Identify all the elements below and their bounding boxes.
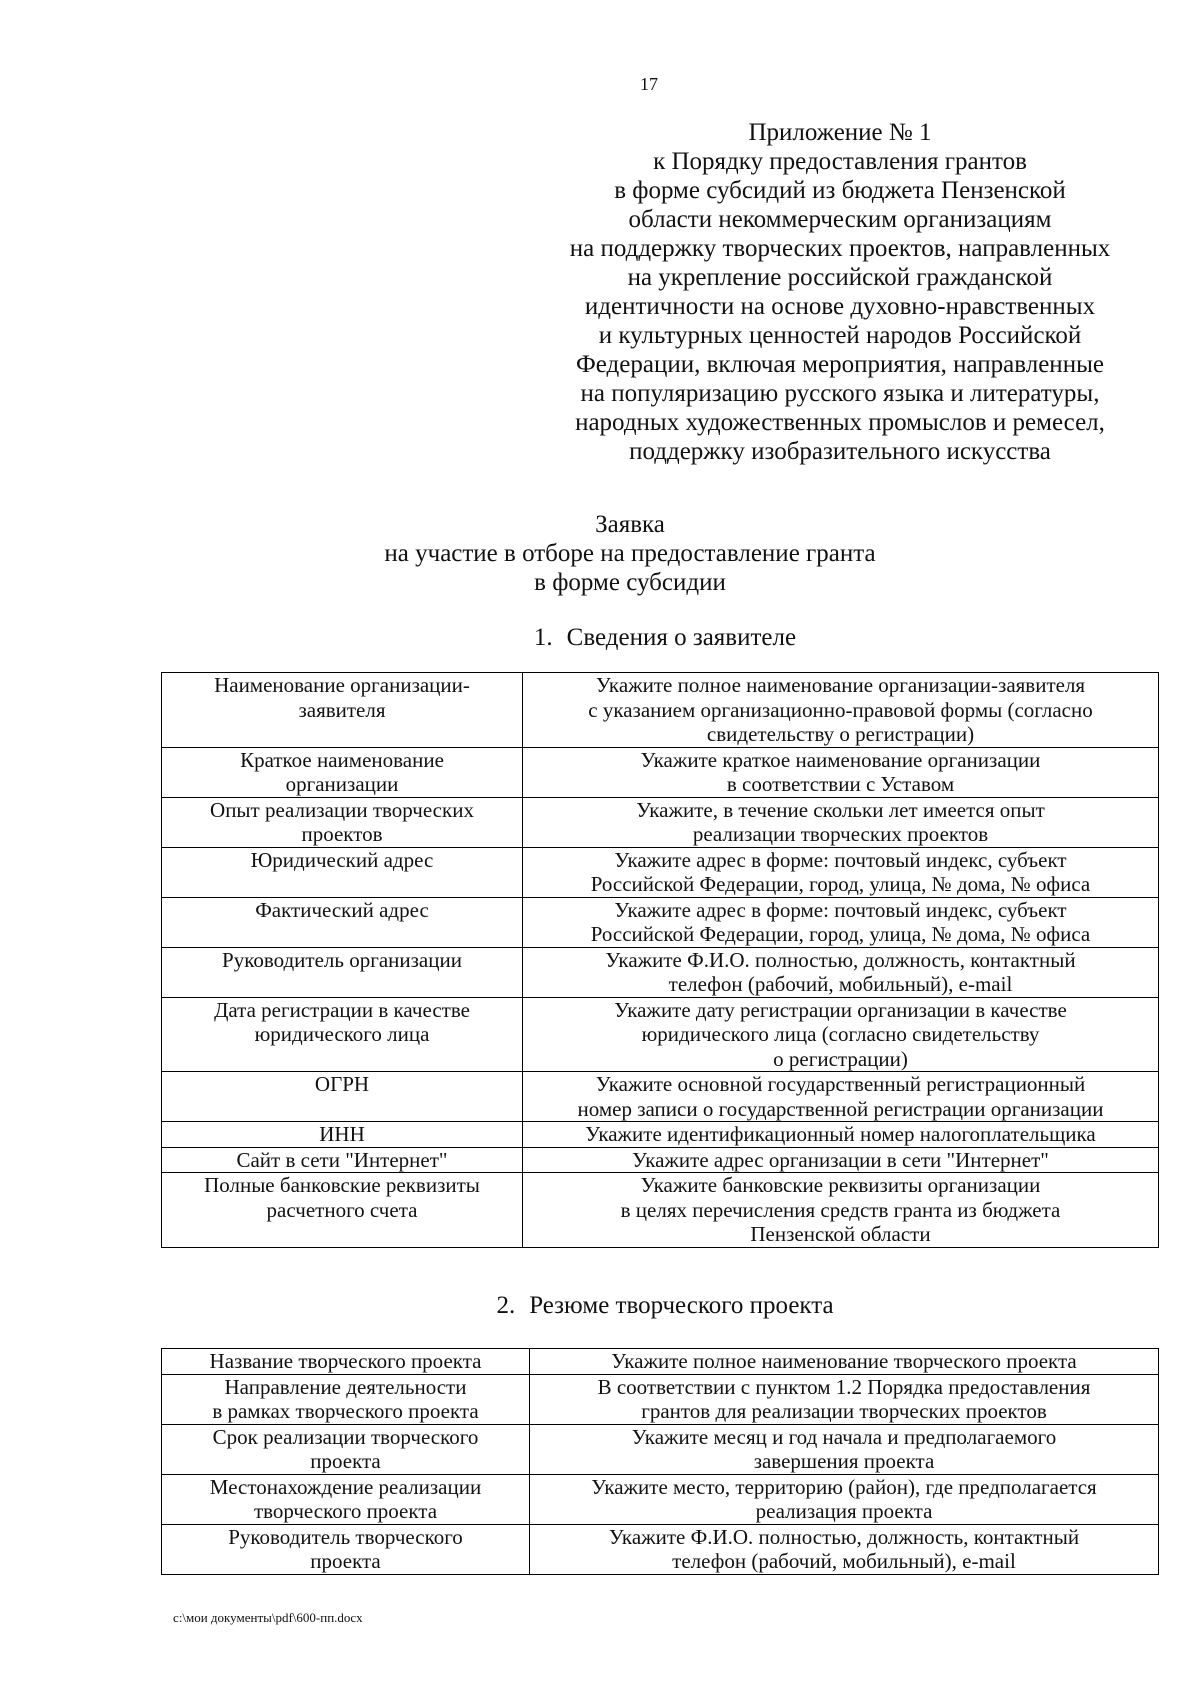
field-instruction: Укажите идентификационный номер налогоплательщика <box>523 1122 1159 1148</box>
page-number: 17 <box>640 74 658 94</box>
table-row <box>162 1147 1159 1173</box>
request-title-line: Заявка <box>595 511 665 538</box>
field-instruction: Укажите краткое наименование организации в соответствии с Уставом <box>523 747 1159 797</box>
field-label: Руководитель творческого проекта <box>162 1524 530 1574</box>
table-row <box>162 947 1159 997</box>
field-label: Руководитель организации <box>162 947 523 997</box>
field-label: Сайт в сети "Интернет" <box>162 1147 523 1173</box>
table-row <box>162 997 1159 1072</box>
table-row <box>162 1349 1159 1375</box>
field-label: Краткое наименование организации <box>162 747 523 797</box>
table-row <box>162 1524 1159 1574</box>
appendix-line: на укрепление российской гражданской <box>627 264 1053 291</box>
appendix-line: на популяризацию русского языка и литературы, <box>580 380 1100 407</box>
table-row <box>162 1072 1159 1122</box>
table-row <box>162 897 1159 947</box>
section2-number: 2. <box>496 1292 516 1319</box>
request-title-line: на участие в отборе на предоставление гранта <box>384 540 876 567</box>
field-label: Дата регистрации в качестве юридического лица <box>162 997 523 1072</box>
field-instruction: В соответствии с пунктом 1.2 Порядка предоставления грантов для реализации творческих проектов <box>530 1374 1159 1424</box>
field-label: Юридический адрес <box>162 847 523 897</box>
appendix-line: к Порядку предоставления грантов <box>653 148 1027 175</box>
field-label: Направление деятельности в рамках творческого проекта <box>162 1374 530 1424</box>
appendix-line: поддержку изобразительного искусства <box>629 438 1051 465</box>
field-instruction: Укажите Ф.И.О. полностью, должность, контактный телефон (рабочий, мобильный), e-mail <box>530 1524 1159 1574</box>
appendix-line: в форме субсидий из бюджета Пензенской <box>614 177 1066 204</box>
field-label: Полные банковские реквизиты расчетного счета <box>162 1173 523 1248</box>
field-instruction: Укажите полное наименование творческого проекта <box>530 1349 1159 1375</box>
field-label: Наименование организации- заявителя <box>162 673 523 748</box>
field-instruction: Укажите место, территорию (район), где предполагается реализация проекта <box>530 1474 1159 1524</box>
table-row <box>162 1474 1159 1524</box>
field-label: Опыт реализации творческих проектов <box>162 797 523 847</box>
appendix-line: Приложение № 1 <box>748 119 932 146</box>
field-label: ОГРН <box>162 1072 523 1122</box>
field-label: Фактический адрес <box>162 897 523 947</box>
footer-file-path: c:\мои документы\pdf\600-пп.docx <box>173 1610 363 1625</box>
field-instruction: Укажите Ф.И.О. полностью, должность, контактный телефон (рабочий, мобильный), e-mail <box>523 947 1159 997</box>
section1-number: 1. <box>533 624 553 651</box>
field-instruction: Укажите полное наименование организации-заявителя с указанием организационно-правовой формы (согласно свидетельству о регистрации) <box>523 673 1159 748</box>
project-summary-table <box>161 1348 1159 1575</box>
table-row <box>162 1374 1159 1424</box>
section1-title: Сведения о заявителе <box>566 624 797 651</box>
table-row <box>162 847 1159 897</box>
field-instruction: Укажите адрес в форме: почтовый индекс, субъект Российской Федерации, город, улица, № дома, № офиса <box>523 897 1159 947</box>
request-title <box>250 510 1010 597</box>
field-instruction: Укажите дату регистрации организации в качестве юридического лица (согласно свидетельству о регистрации) <box>523 997 1159 1072</box>
appendix-header <box>520 118 1160 466</box>
field-instruction: Укажите месяц и год начала и предполагаемого завершения проекта <box>530 1424 1159 1474</box>
table-row <box>162 797 1159 847</box>
appendix-line: на поддержку творческих проектов, направленных <box>569 235 1111 262</box>
table-row <box>162 1424 1159 1474</box>
appendix-line: области некоммерческим организациям <box>628 206 1052 233</box>
appendix-line: и культурных ценностей народов Российской <box>598 322 1082 349</box>
field-label: Местонахождение реализации творческого проекта <box>162 1474 530 1524</box>
appendix-line: народных художественных промыслов и ремесел, <box>575 409 1105 436</box>
applicant-info-table <box>161 672 1159 1248</box>
field-label: Срок реализации творческого проекта <box>162 1424 530 1474</box>
field-instruction: Укажите адрес в форме: почтовый индекс, субъект Российской Федерации, город, улица, № дома, № офиса <box>523 847 1159 897</box>
field-label: ИНН <box>162 1122 523 1148</box>
section1-heading <box>250 623 1080 652</box>
appendix-line: идентичности на основе духовно-нравственных <box>584 293 1096 320</box>
field-instruction: Укажите основной государственный регистрационный номер записи о государственной регистрации организации <box>523 1072 1159 1122</box>
field-instruction: Укажите, в течение скольки лет имеется опыт реализации творческих проектов <box>523 797 1159 847</box>
section2-heading <box>250 1291 1080 1320</box>
appendix-line: Федерации, включая мероприятия, направленные <box>576 351 1104 378</box>
field-label: Название творческого проекта <box>162 1349 530 1375</box>
table-row <box>162 747 1159 797</box>
request-title-line: в форме субсидии <box>534 569 726 596</box>
field-instruction: Укажите адрес организации в сети "Интернет" <box>523 1147 1159 1173</box>
table-row <box>162 1173 1159 1248</box>
section2-title: Резюме творческого проекта <box>529 1292 834 1319</box>
table-row <box>162 1122 1159 1148</box>
table-row <box>162 673 1159 748</box>
field-instruction: Укажите банковские реквизиты организации в целях перечисления средств гранта из бюджета Пензенской области <box>523 1173 1159 1248</box>
